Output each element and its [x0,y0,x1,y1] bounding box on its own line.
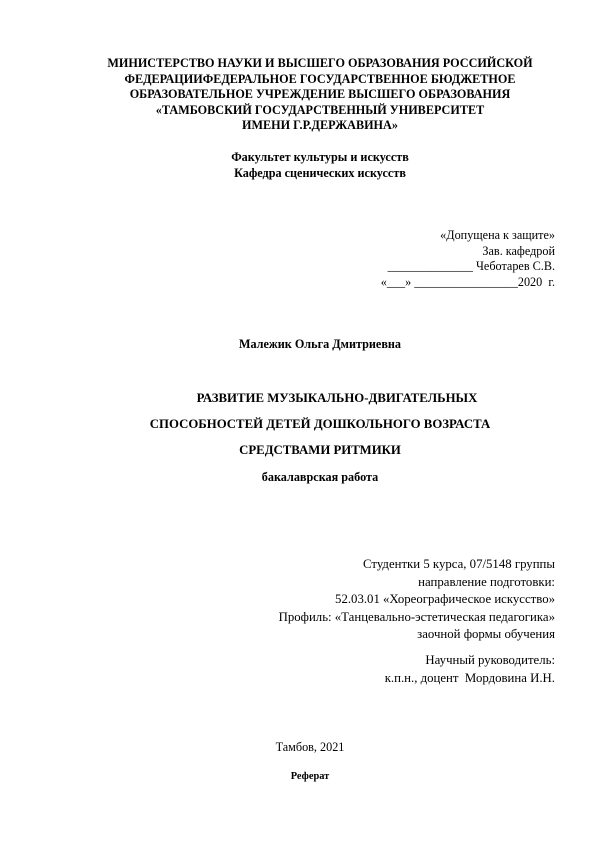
ministry-line: ИМЕНИ Г.Р.ДЕРЖАВИНА» [242,118,398,133]
department-name: Кафедра сценических искусств [234,165,406,180]
abstract-heading: Реферат [290,771,330,782]
student-info-line: заочной формы обучения [417,627,555,642]
approval-head-title: Зав. кафедрой [482,243,555,258]
advisor-block [195,652,555,687]
ministry-line: ФЕДЕРАЦИИФЕДЕРАЛЬНОЕ ГОСУДАРСТВЕННОЕ БЮДЖЕТНОЕ [124,71,516,86]
advisor-label: Научный руководитель: [425,653,555,667]
student-info-line: направление подготовки: [418,574,555,589]
ministry-line: МИНИСТЕРСТВО НАУКИ И ВЫСШЕГО ОБРАЗОВАНИЯ РОССИЙСКОЙ [107,56,533,70]
thesis-title-line: СРЕДСТВАМИ РИТМИКИ [239,443,401,457]
work-type: бакалаврская работа [261,470,379,484]
thesis-title-line: СПОСОБНОСТЕЙ ДЕТЕЙ ДОШКОЛЬНОГО ВОЗРАСТА [149,417,491,431]
thesis-title-line: РАЗВИТИЕ МУЗЫКАЛЬНО-ДВИГАТЕЛЬНЫХ [196,391,478,405]
approval-admitted: «Допущена к защите» [440,228,555,242]
student-info [195,556,555,644]
student-info-line: Профиль: «Танцевально-эстетическая педагогика» [278,609,555,624]
faculty-name: Факультет культуры и искусств [231,150,409,164]
faculty-block [72,150,568,181]
advisor-name: к.п.н., доцент Мордовина И.Н. [384,670,555,685]
ministry-line: «ТАМБОВСКИЙ ГОСУДАРСТВЕННЫЙ УНИВЕРСИТЕТ [155,102,485,117]
approval-date-line: «___» _________________2020 г. [380,274,555,289]
author-name: Малежик Ольга Дмитриевна [238,337,402,351]
approval-block [255,228,555,290]
student-info-line: Студентки 5 курса, 07/5148 группы [363,557,555,571]
thesis-title [72,385,568,463]
city-year: Тамбов, 2021 [275,740,345,754]
approval-head-signature: ______________ Чеботарев С.В. [387,259,555,274]
student-info-line: 52.03.01 «Хореографическое искусство» [335,592,555,607]
ministry-header [72,56,568,134]
ministry-line: ОБРАЗОВАТЕЛЬНОЕ УЧРЕЖДЕНИЕ ВЫСШЕГО ОБРАЗОВАНИЯ [129,87,511,102]
